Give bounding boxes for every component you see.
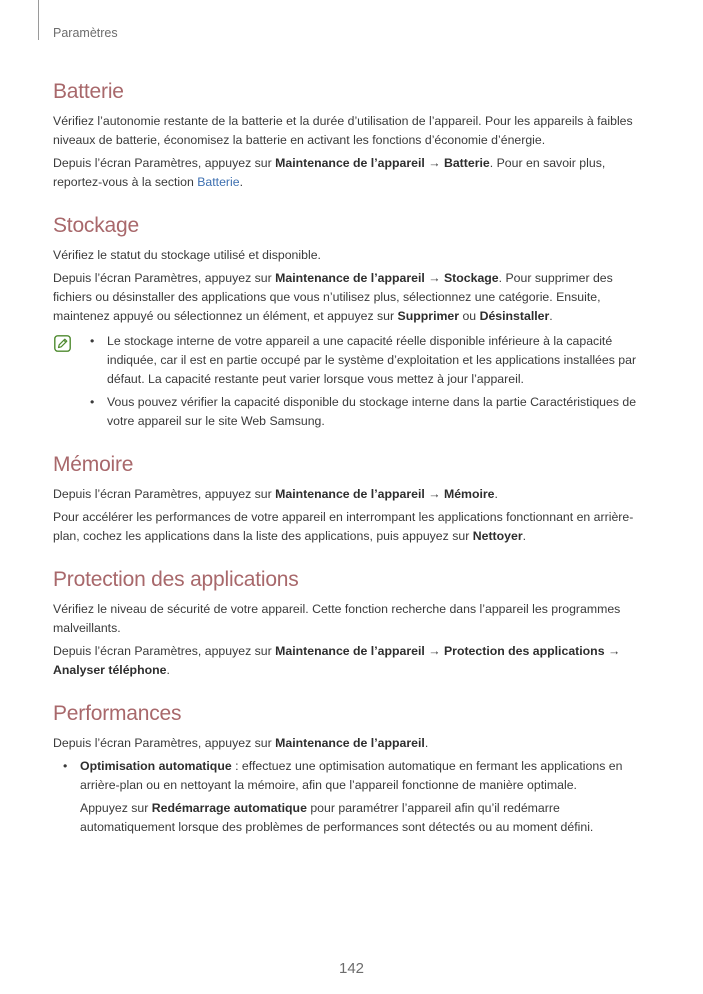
performances-instructions: Depuis l’écran Paramètres, appuyez sur Maintenance de l’appareil. bbox=[53, 736, 429, 750]
stockage-instructions: Depuis l’écran Paramètres, appuyez sur Maintenance de l’appareil → Stockage. Pour supprimer des fichiers ou désinstaller des applications que vous n’utilisez plus, sélectionnez une catégorie. Ensuite, maintenez appuyé ou sélectionnez un élément, et appuyez sur Supprimer ou Désinstaller. bbox=[53, 271, 613, 323]
section-performances bbox=[53, 702, 648, 837]
note-item: • Le stockage interne de votre appareil a une capacité réelle disponible inférieure à la capacité indiquée, car il est en partie occupé par le système d’exploitation et les applications installées par défaut. La capacité restante peut varier lorsque vous mettez à jour l’appareil. bbox=[90, 334, 637, 386]
heading-protection: Protection des applications bbox=[53, 568, 299, 591]
section-memoire bbox=[53, 453, 648, 546]
heading-performances: Performances bbox=[53, 702, 182, 725]
heading-stockage: Stockage bbox=[53, 214, 139, 237]
performances-list bbox=[53, 757, 648, 795]
page-content bbox=[53, 80, 648, 859]
batterie-link[interactable]: Batterie bbox=[197, 175, 240, 189]
performances-sub-instructions: Appuyez sur Redémarrage automatique pour paramétrer l’appareil afin qu’il redémarre automatiquement lorsque des problèmes de performances sont détectés ou au moment défini. bbox=[80, 801, 594, 834]
page-number: 142 bbox=[338, 960, 365, 977]
stockage-note bbox=[53, 332, 648, 431]
protection-description: Vérifiez le niveau de sécurité de votre appareil. Cette fonction recherche dans l’appareil les programmes malveillants. bbox=[53, 602, 621, 635]
heading-batterie: Batterie bbox=[53, 80, 124, 103]
batterie-instructions: Depuis l’écran Paramètres, appuyez sur Maintenance de l’appareil → Batterie. Pour en savoir plus, reportez-vous à la section Batterie. bbox=[53, 156, 606, 189]
list-item: • Optimisation automatique : effectuez une optimisation automatique en fermant les applications en arrière-plan ou en nettoyant la mémoire, afin que l’appareil fonctionne de manière optimale. bbox=[63, 759, 623, 792]
protection-instructions: Depuis l’écran Paramètres, appuyez sur Maintenance de l’appareil → Protection des applications → Analyser téléphone. bbox=[53, 644, 621, 677]
section-stockage bbox=[53, 214, 648, 431]
note-list bbox=[79, 332, 648, 431]
memoire-description: Pour accélérer les performances de votre appareil en interrompant les applications fonctionnant en arrière-plan, cochez les applications dans la liste des applications, puis appuyez sur Nettoyer. bbox=[53, 510, 634, 543]
section-batterie bbox=[53, 80, 648, 192]
note-pencil-icon bbox=[54, 335, 71, 352]
section-protection bbox=[53, 568, 648, 680]
memoire-instructions: Depuis l’écran Paramètres, appuyez sur Maintenance de l’appareil → Mémoire. bbox=[53, 487, 498, 501]
header-rule bbox=[38, 0, 39, 40]
batterie-description: Vérifiez l’autonomie restante de la batterie et la durée d’utilisation de l’appareil. Pour les appareils à faibles niveaux de batterie, économisez la batterie en activant les fonctions d’économie d’énergie. bbox=[53, 114, 633, 147]
stockage-description: Vérifiez le statut du stockage utilisé et disponible. bbox=[53, 248, 321, 262]
note-item: • Vous pouvez vérifier la capacité disponible du stockage interne dans la partie Caractéristiques de votre appareil sur le site Web Samsung. bbox=[90, 395, 637, 428]
heading-memoire: Mémoire bbox=[53, 453, 134, 476]
running-header: Paramètres bbox=[53, 26, 118, 40]
